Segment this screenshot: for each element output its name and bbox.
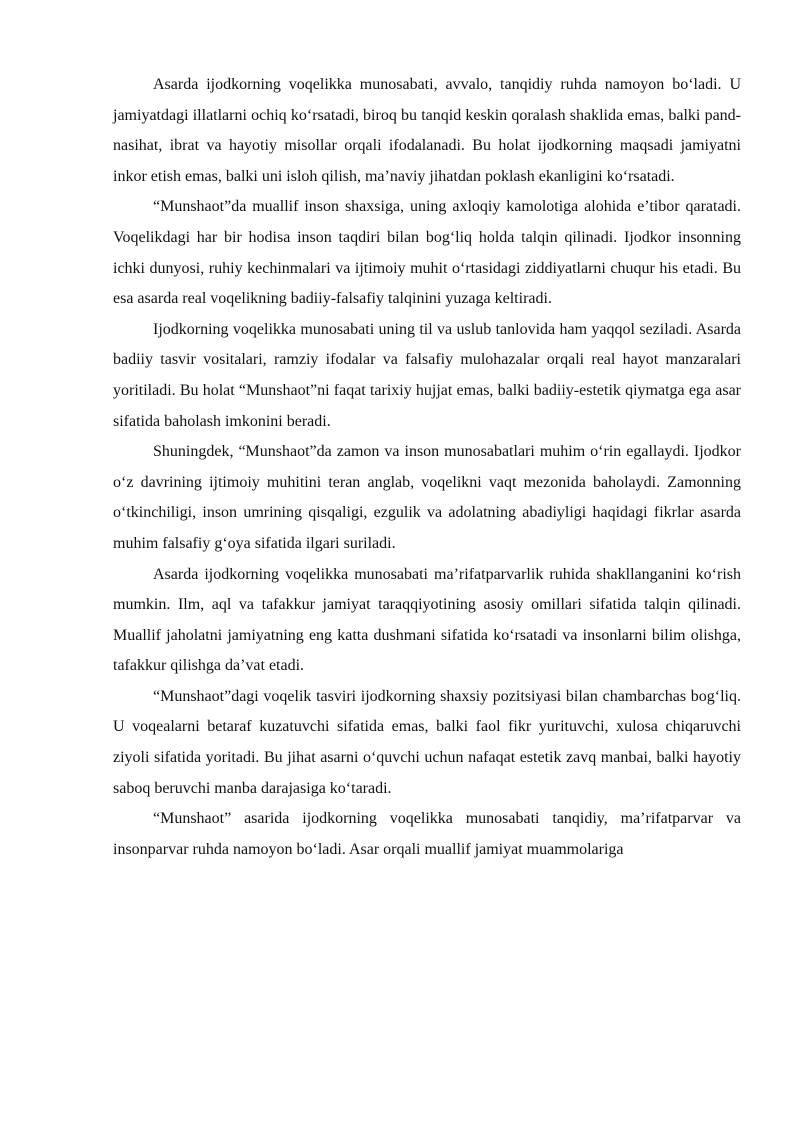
paragraph: Asarda ijodkorning voqelikka munosabati ma’rifatparvarlik ruhida shakllanganini ko‘rish mumkin. Ilm, aql va tafakkur jamiyat taraqqiyotining asosiy omillari sifatida talqin qilinadi. Muallif jaholatni jamiyatning eng katta dushmani sifatida ko‘rsatadi va insonlarni bilim olishga, tafakkur qilishga da’vat etadi.	[113, 565, 741, 675]
paragraph: “Munshaot”dagi voqelik tasviri ijodkorning shaxsiy pozitsiyasi bilan chambarchas bog‘liq. U voqealarni betaraf kuzatuvchi sifatida emas, balki faol fikr yurituvchi, xulosa chiqaruvchi ziyoli sifatida yoritadi. Bu jihat asarni o‘quvchi uchun nafaqat estetik zavq manbai, balki hayotiy saboq beruvchi manba darajasiga ko‘taradi.	[113, 687, 741, 797]
paragraph: Ijodkorning voqelikka munosabati uning til va uslub tanlovida ham yaqqol seziladi. Asarda badiiy tasvir vositalari, ramziy ifodalar va falsafiy mulohazalar orqali real hayot manzaralari yoritiladi. Bu holat “Munshaot”ni faqat tarixiy hujjat emas, balki badiiy-estetik qiymatga ega asar sifatida baholash imkonini beradi.	[113, 320, 741, 430]
paragraph: “Munshaot”da muallif inson shaxsiga, uning axloqiy kamolotiga alohida e’tibor qaratadi. Voqelikdagi har bir hodisa inson taqdiri bilan bog‘liq holda talqin qilinadi. Ijodkor insonning ichki dunyosi, ruhiy kechinmalari va ijtimoiy muhit o‘rtasidagi ziddiyatlarni chuqur his etadi. Bu esa asarda real voqelikning badiiy-falsafiy talqinini yuzaga keltiradi.	[113, 198, 741, 308]
paragraph: “Munshaot” asarida ijodkorning voqelikka munosabati tanqidiy, ma’rifatparvar va insonparvar ruhda namoyon bo‘ladi. Asar orqali muallif jamiyat muammolariga	[113, 810, 741, 858]
document-page	[113, 70, 741, 865]
paragraph: Asarda ijodkorning voqelikka munosabati, avvalo, tanqidiy ruhda namoyon bo‘ladi. U jamiyatdagi illatlarni ochiq ko‘rsatadi, biroq bu tanqid keskin qoralash shaklida emas, balki pand-nasihat, ibrat va hayotiy misollar orqali ifodalanadi. Bu holat ijodkorning maqsadi jamiyatni inkor etish emas, balki uni isloh qilish, ma’naviy jihatdan poklash ekanligini ko‘rsatadi.	[113, 76, 741, 185]
paragraph: Shuningdek, “Munshaot”da zamon va inson munosabatlari muhim o‘rin egallaydi. Ijodkor o‘z davrining ijtimoiy muhitini teran anglab, voqelikni vaqt mezonida baholaydi. Zamonning o‘tkinchiligi, inson umrining qisqaligi, ezgulik va adolatning abadiyligi haqidagi fikrlar asarda muhim falsafiy g‘oya sifatida ilgari suriladi.	[113, 443, 741, 552]
